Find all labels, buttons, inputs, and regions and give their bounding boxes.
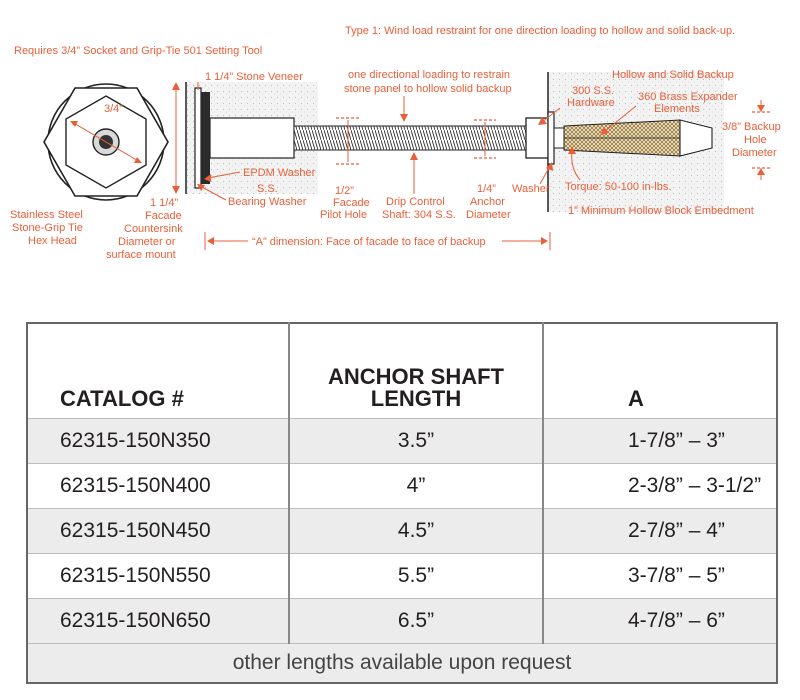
catalog-cell: 62315-150N400 [27, 464, 289, 509]
table-row [27, 554, 777, 599]
backup-hole-label-3: Diameter [732, 147, 777, 159]
anchor-length-table [26, 322, 778, 684]
pilot-label-3: Pilot Hole [320, 209, 368, 221]
catalog-cell: 62315-150N550 [27, 554, 289, 599]
bearing-label-2: Bearing Washer [228, 196, 307, 208]
drip-label-2: Shaft: 304 S.S. [382, 209, 456, 221]
epdm-label: EPDM Washer [243, 167, 316, 179]
requires-label: Requires 3/4” Socket and Grip-Tie 501 Setting Tool [14, 45, 263, 57]
length-cell: 4” [289, 464, 543, 509]
table-row [27, 509, 777, 554]
countersink-label-3: Countersink [124, 223, 183, 235]
header-length-line-1: ANCHOR SHAFT [328, 364, 504, 389]
one-dir-label-2: stone panel to hollow solid backup [344, 83, 512, 95]
pilot-label-1: 1/2” [335, 185, 354, 197]
countersink-label-1: 1 1/4” [150, 197, 179, 209]
length-cell: 3.5” [289, 419, 543, 464]
stone-veneer-label: 1 1/4” Stone Veneer [205, 71, 303, 83]
hardware-label-2: Hardware [567, 97, 615, 109]
hardware-label-1: 300 S.S. [572, 85, 615, 97]
epdm-washer [201, 92, 210, 184]
ss-bearing-washer [195, 88, 201, 188]
countersink-label-2: Facade [145, 210, 182, 222]
countersink-label-4: Diameter or [118, 236, 176, 248]
hex-head-end-view [44, 84, 168, 200]
expander-label-1: 360 Brass Expander [638, 91, 738, 103]
washer-label: Washer [512, 183, 550, 195]
anchor-dia-label-1: 1/4” [477, 183, 496, 195]
length-cell: 5.5” [289, 554, 543, 599]
embed-label: 1” Minimum Hollow Block Embedment [568, 205, 754, 217]
hex-head-label-1: Stainless Steel [10, 209, 83, 221]
table-note: other lengths available upon request [27, 644, 777, 684]
header-anchor-shaft-length [289, 323, 543, 419]
header-catalog: CATALOG # [27, 323, 289, 419]
anchor-dia-label-3: Diameter [466, 209, 511, 221]
table-row [27, 599, 777, 644]
a-cell: 2-3/8” – 3-1/2” [543, 464, 777, 509]
hex-head-label-2: Stone-Grip Tie [12, 222, 83, 234]
anchor-dia-label-2: Anchor [470, 196, 505, 208]
bolt-head-sleeve [210, 118, 294, 158]
drip-label-1: Drip Control [386, 196, 445, 208]
countersink-label-5: surface mount [106, 249, 176, 261]
hollow-solid-label: Hollow and Solid Backup [612, 69, 734, 81]
header-length-line-2: LENGTH [370, 386, 462, 411]
length-cell: 6.5” [289, 599, 543, 644]
a-cell: 4-7/8” – 6” [543, 599, 777, 644]
header-a: A [543, 323, 777, 419]
anchor-diagram [0, 0, 800, 300]
type1-label: Type 1: Wind load restraint for one direction loading to hollow and solid back-up. [345, 25, 736, 37]
a-cell: 1-7/8” – 3” [543, 419, 777, 464]
expander-label-2: Elements [654, 103, 700, 115]
hex-size-label: 3/4” [104, 103, 123, 115]
backup-hole-label-2: Hole [744, 134, 767, 146]
table-row [27, 464, 777, 509]
table-row [27, 419, 777, 464]
a-cell: 2-7/8” – 4” [543, 509, 777, 554]
hex-head-label-3: Hex Head [28, 235, 77, 247]
threaded-shaft [294, 126, 526, 150]
catalog-cell: 62315-150N450 [27, 509, 289, 554]
table-header-row [27, 323, 777, 419]
a-cell: 3-7/8” – 5” [543, 554, 777, 599]
backup-hole-label-1: 3/8” Backup [722, 121, 781, 133]
torque-label: Torque: 50-100 in-lbs. [565, 181, 672, 193]
length-cell: 4.5” [289, 509, 543, 554]
table-note-row [27, 644, 777, 684]
a-dimension-label: “A” dimension: Face of facade to face of backup [252, 236, 486, 248]
one-dir-label-1: one directional loading to restrain [348, 69, 511, 81]
pilot-label-2: Facade [333, 197, 370, 209]
catalog-cell: 62315-150N650 [27, 599, 289, 644]
catalog-cell: 62315-150N350 [27, 419, 289, 464]
bearing-label-1: S.S. [257, 183, 278, 195]
backup-washer [548, 112, 554, 164]
